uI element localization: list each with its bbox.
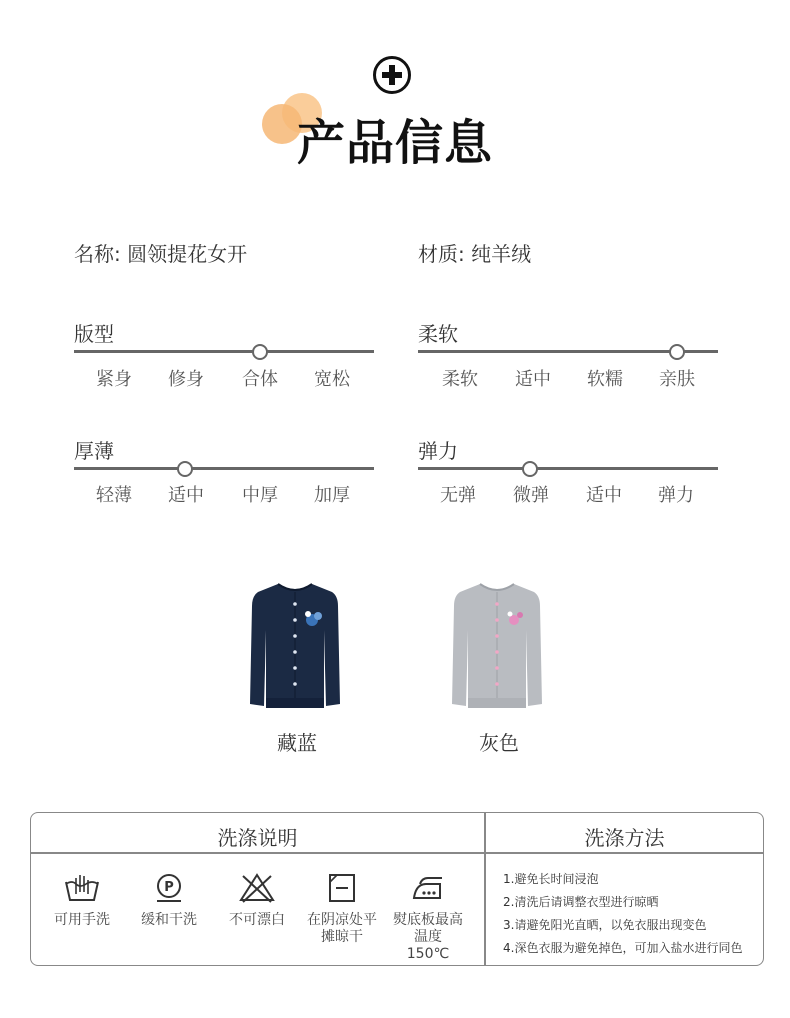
care-symbol-label: 缓和干洗 [141, 912, 197, 928]
slider-option: 适中 [515, 369, 551, 390]
care-divider [30, 852, 763, 854]
slider-option: 加厚 [314, 485, 350, 506]
hand-wash-icon [62, 872, 102, 904]
slider-knob-thickness [177, 461, 193, 477]
slider-option: 修身 [168, 369, 204, 390]
dry-clean-p-icon [149, 872, 189, 904]
slider-label-fit: 版型 [74, 322, 114, 346]
slider-option: 柔软 [442, 369, 478, 390]
care-tip: 1.避免长时间浸泡 [503, 872, 599, 886]
svg-text:P: P [164, 880, 174, 895]
shade-dry-icon [322, 872, 362, 904]
slider-option: 轻薄 [96, 485, 132, 506]
care-method-header: 洗涤方法 [584, 826, 665, 850]
product-name: 名称: 圆领提花女开 [74, 242, 248, 266]
care-tip: 4.深色衣服为避免掉色，可加入盐水进行同色 [503, 941, 743, 955]
care-symbol-label: 熨底板最高温度150℃ [393, 912, 463, 962]
no-bleach-icon [237, 872, 277, 904]
cardigan-navy-image [248, 580, 342, 710]
slider-option: 紧身 [96, 369, 132, 390]
product-material: 材质: 纯羊绒 [418, 242, 532, 266]
slider-option: 适中 [586, 485, 622, 506]
product-color-label: 藏蓝 [277, 731, 317, 755]
slider-knob-elasticity [522, 461, 538, 477]
care-symbol-label: 在阴凉处平摊晾干 [307, 912, 377, 945]
slider-option: 合体 [242, 369, 278, 390]
slider-option: 弹力 [658, 485, 694, 506]
slider-option: 无弹 [440, 485, 476, 506]
slider-label-elasticity: 弹力 [418, 439, 458, 463]
slider-track-thickness [74, 467, 374, 470]
slider-option: 中厚 [242, 485, 278, 506]
product-color-label: 灰色 [479, 731, 519, 755]
slider-option: 适中 [168, 485, 204, 506]
care-instructions-header: 洗涤说明 [217, 826, 298, 850]
slider-knob-fit [252, 344, 268, 360]
slider-label-softness: 柔软 [418, 322, 458, 346]
care-symbol-label: 不可漂白 [229, 912, 285, 928]
slider-track-elasticity [418, 467, 718, 470]
cardigan-gray-image [450, 580, 544, 710]
slider-knob-softness [669, 344, 685, 360]
slider-option: 宽松 [314, 369, 350, 390]
slider-option: 微弹 [513, 485, 549, 506]
slider-option: 亲肤 [659, 369, 695, 390]
slider-option: 软糯 [587, 369, 623, 390]
slider-track-fit [74, 350, 374, 353]
iron-150-icon [408, 872, 448, 904]
care-tip: 3.请避免阳光直晒，以免衣服出现变色 [503, 918, 707, 932]
plus-circle-icon [372, 55, 412, 95]
care-symbol-label: 可用手洗 [54, 912, 110, 928]
page-title: 产品信息 [296, 115, 493, 171]
care-tip: 2.清洗后请调整衣型进行晾晒 [503, 895, 659, 909]
slider-label-thickness: 厚薄 [74, 439, 114, 463]
